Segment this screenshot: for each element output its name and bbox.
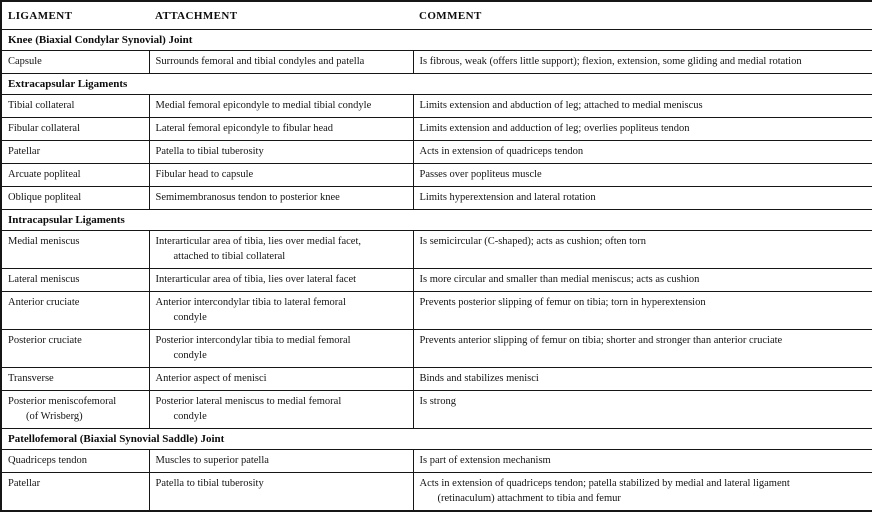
ligament-cell <box>1 231 149 269</box>
cell-line: Muscles to superior patella <box>155 455 269 466</box>
comment-cell <box>413 141 872 164</box>
header-row <box>1 1 872 30</box>
cell-line: Interarticular area of tibia, lies over medial facet, <box>155 236 362 247</box>
table-row <box>1 51 872 74</box>
attachment-cell <box>149 269 413 292</box>
section-row <box>1 210 872 231</box>
ligament-cell <box>1 269 149 292</box>
col-header-comment: COMMENT <box>413 1 872 30</box>
section-title: Extracapsular Ligaments <box>1 74 872 95</box>
col-header-ligament: LIGAMENT <box>1 1 149 30</box>
cell-line: Is part of extension mechanism <box>419 455 551 466</box>
ligament-cell <box>1 391 149 429</box>
cell-line: Surrounds femoral and tibial condyles and patella <box>155 56 365 67</box>
attachment-cell <box>149 187 413 210</box>
attachment-cell <box>149 391 413 429</box>
section-row <box>1 30 872 51</box>
cell-line: Anterior cruciate <box>8 297 80 308</box>
attachment-cell <box>149 51 413 74</box>
section-row <box>1 74 872 95</box>
section-title: Knee (Biaxial Condylar Synovial) Joint <box>1 30 872 51</box>
ligament-cell <box>1 141 149 164</box>
col-header-attachment: ATTACHMENT <box>149 1 413 30</box>
table-row <box>1 141 872 164</box>
ligament-cell <box>1 118 149 141</box>
comment-cell <box>413 473 872 512</box>
cell-line: Anterior intercondylar tibia to lateral femoral <box>155 297 346 308</box>
ligament-cell <box>1 187 149 210</box>
cell-line: Prevents posterior slipping of femur on tibia; torn in hyperextension <box>419 297 706 308</box>
attachment-cell <box>149 141 413 164</box>
table-row <box>1 450 872 473</box>
cell-line: condyle <box>173 411 207 422</box>
comment-cell <box>413 391 872 429</box>
cell-line: (retinaculum) attachment to tibia and femur <box>437 493 621 504</box>
comment-cell <box>413 450 872 473</box>
comment-cell <box>413 368 872 391</box>
ligament-cell <box>1 368 149 391</box>
cell-line: Passes over popliteus muscle <box>419 169 542 180</box>
attachment-cell <box>149 292 413 330</box>
attachment-cell <box>149 231 413 269</box>
cell-line: Lateral meniscus <box>8 274 80 285</box>
cell-line: Medial femoral epicondyle to medial tibial condyle <box>155 100 372 111</box>
cell-line: Is strong <box>419 396 456 407</box>
section-title: Patellofemoral (Biaxial Synovial Saddle) Joint <box>1 429 872 450</box>
cell-line: Patellar <box>8 478 41 489</box>
ligament-cell <box>1 473 149 512</box>
table-row <box>1 118 872 141</box>
table-row <box>1 368 872 391</box>
comment-cell <box>413 292 872 330</box>
cell-line: Interarticular area of tibia, lies over lateral facet <box>155 274 357 285</box>
table-row <box>1 292 872 330</box>
cell-line: Anterior aspect of menisci <box>155 373 267 384</box>
cell-line: Lateral femoral epicondyle to fibular head <box>155 123 334 134</box>
attachment-cell <box>149 450 413 473</box>
cell-line: Limits extension and adduction of leg; overlies popliteus tendon <box>419 123 690 134</box>
cell-line: Patella to tibial tuberosity <box>155 146 264 157</box>
ligament-cell <box>1 292 149 330</box>
table-row <box>1 187 872 210</box>
table-row <box>1 330 872 368</box>
ligament-cell <box>1 51 149 74</box>
attachment-cell <box>149 473 413 512</box>
cell-line: Patellar <box>8 146 41 157</box>
cell-line: Is more circular and smaller than medial meniscus; acts as cushion <box>419 274 700 285</box>
table-row <box>1 473 872 512</box>
cell-line: condyle <box>173 350 207 361</box>
attachment-cell <box>149 95 413 118</box>
comment-cell <box>413 164 872 187</box>
cell-line: Patella to tibial tuberosity <box>155 478 264 489</box>
cell-line: Is semicircular (C-shaped); acts as cushion; often torn <box>419 236 647 247</box>
comment-cell <box>413 118 872 141</box>
ligament-cell <box>1 330 149 368</box>
comment-cell <box>413 187 872 210</box>
cell-line: Transverse <box>8 373 54 384</box>
cell-line: Medial meniscus <box>8 236 80 247</box>
cell-line: Posterior cruciate <box>8 335 82 346</box>
cell-line: Posterior meniscofemoral <box>8 396 117 407</box>
attachment-cell <box>149 368 413 391</box>
table-row <box>1 231 872 269</box>
cell-line: Limits hyperextension and lateral rotation <box>419 192 596 203</box>
table-row <box>1 95 872 118</box>
comment-cell <box>413 231 872 269</box>
ligament-cell <box>1 95 149 118</box>
cell-line: Oblique popliteal <box>8 192 82 203</box>
table-body <box>1 30 872 512</box>
cell-line: Arcuate popliteal <box>8 169 81 180</box>
cell-line: Capsule <box>8 56 42 67</box>
cell-line: attached to tibial collateral <box>173 251 286 262</box>
attachment-cell <box>149 330 413 368</box>
comment-cell <box>413 95 872 118</box>
cell-line: Posterior lateral meniscus to medial femoral <box>155 396 342 407</box>
section-row <box>1 429 872 450</box>
section-title: Intracapsular Ligaments <box>1 210 872 231</box>
cell-line: Fibular head to capsule <box>155 169 254 180</box>
ligament-cell <box>1 164 149 187</box>
cell-line: Quadriceps tendon <box>8 455 88 466</box>
attachment-cell <box>149 164 413 187</box>
cell-line: Fibular collateral <box>8 123 81 134</box>
comment-cell <box>413 51 872 74</box>
table-row <box>1 391 872 429</box>
attachment-cell <box>149 118 413 141</box>
cell-line: Is fibrous, weak (offers little support); flexion, extension, some gliding and medial rotation <box>419 56 802 67</box>
table-row <box>1 269 872 292</box>
cell-line: Tibial collateral <box>8 100 75 111</box>
cell-line: condyle <box>173 312 207 323</box>
cell-line: (of Wrisberg) <box>26 411 83 422</box>
cell-line: Acts in extension of quadriceps tendon <box>419 146 584 157</box>
cell-line: Posterior intercondylar tibia to medial femoral <box>155 335 351 346</box>
cell-line: Semimembranosus tendon to posterior knee <box>155 192 340 203</box>
cell-line: Prevents anterior slipping of femur on tibia; shorter and stronger than anterior cruciate <box>419 335 783 346</box>
comment-cell <box>413 330 872 368</box>
cell-line: Acts in extension of quadriceps tendon; patella stabilized by medial and lateral ligament <box>419 478 790 489</box>
comment-cell <box>413 269 872 292</box>
cell-line: Limits extension and abduction of leg; attached to medial meniscus <box>419 100 703 111</box>
cell-line: Binds and stabilizes menisci <box>419 373 539 384</box>
table-row <box>1 164 872 187</box>
ligament-cell <box>1 450 149 473</box>
